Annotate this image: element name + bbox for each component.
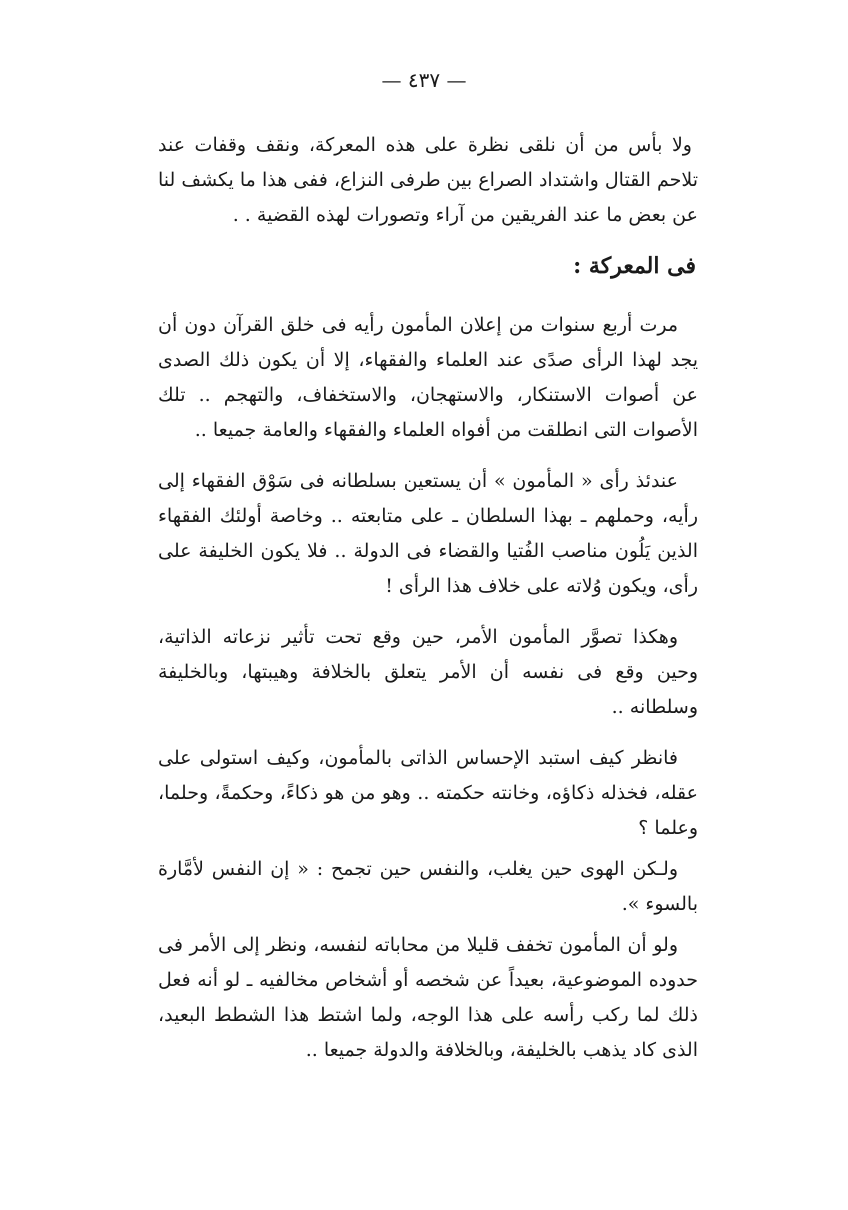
page-number: — ٤٣٧ —	[381, 68, 467, 92]
quote-paragraph: ولـكن الهوى حين يغلب، والنفس حين تجمح : « إن النفس لأمَّارة بالسوء ».	[158, 858, 698, 915]
body-paragraph: وهكذا تصوَّر المأمون الأمر، حين وقع تحت تأثير نزعاته الذاتية، وحين وقع فى نفسه أن الأمر يتعلق بالخلافة وهيبتها، وبالخليفة وسلطانه ..	[158, 626, 698, 718]
body-paragraph: عندئذ رأى « المأمون » أن يستعين بسلطانه فى سَوْق الفقهاء إلى رأيه، وحملهم ـ بهذا السلطان ـ على متابعته .. وخاصة أولئك الفقهاء الذين يَلُون مناصب الفُتيا والقضاء فى الدولة .. فلا يكون الخليفة على رأى، ويكون وُلاته على خلاف هذا الرأى !	[158, 470, 698, 597]
body-paragraph: ولو أن المأمون تخفف قليلا من محاباته لنفسه، ونظر إلى الأمر فى حدوده الموضوعية، بعيداً عن شخصه أو أشخاص مخالفيه ـ لو أنه فعل ذلك لما ركب رأسه على هذا الوجه، ولما اشتط هذا الشطط البعيد، الذى كاد يذهب بالخليفة، وبالخلافة والدولة جميعا ..	[158, 934, 698, 1061]
intro-paragraph: ولا بأس من أن نلقى نظرة على هذه المعركة، ونقف وقفات عند تلاحم القتال واشتداد الصراع بين طرفى النزاع، ففى هذا ما يكشف لنا عن بعض ما عند الفريقين من آراء وتصورات لهذه القضية . .	[158, 134, 698, 226]
body-paragraph: فانظر كيف استبد الإحساس الذاتى بالمأمون، وكيف استولى على عقله، فخذله ذكاؤه، وخانته حكمته .. وهو من هو ذكاءً، وحكمةً، وحلما، وعلما ؟	[158, 747, 698, 839]
page-body	[158, 128, 698, 1084]
section-heading: فى المعركة :	[573, 253, 696, 279]
body-paragraph: مرت أربع سنوات من إعلان المأمون رأيه فى خلق القرآن دون أن يجد لهذا الرأى صدًى عند العلماء والفقهاء، إلا أن يكون ذلك الصدى عن أصوات الاستنكار، والاستهجان، والاستخفاف، والتهجم .. تلك الأصوات التى انطلقت من أفواه العلماء والفقهاء والعامة جميعا ..	[158, 314, 698, 441]
